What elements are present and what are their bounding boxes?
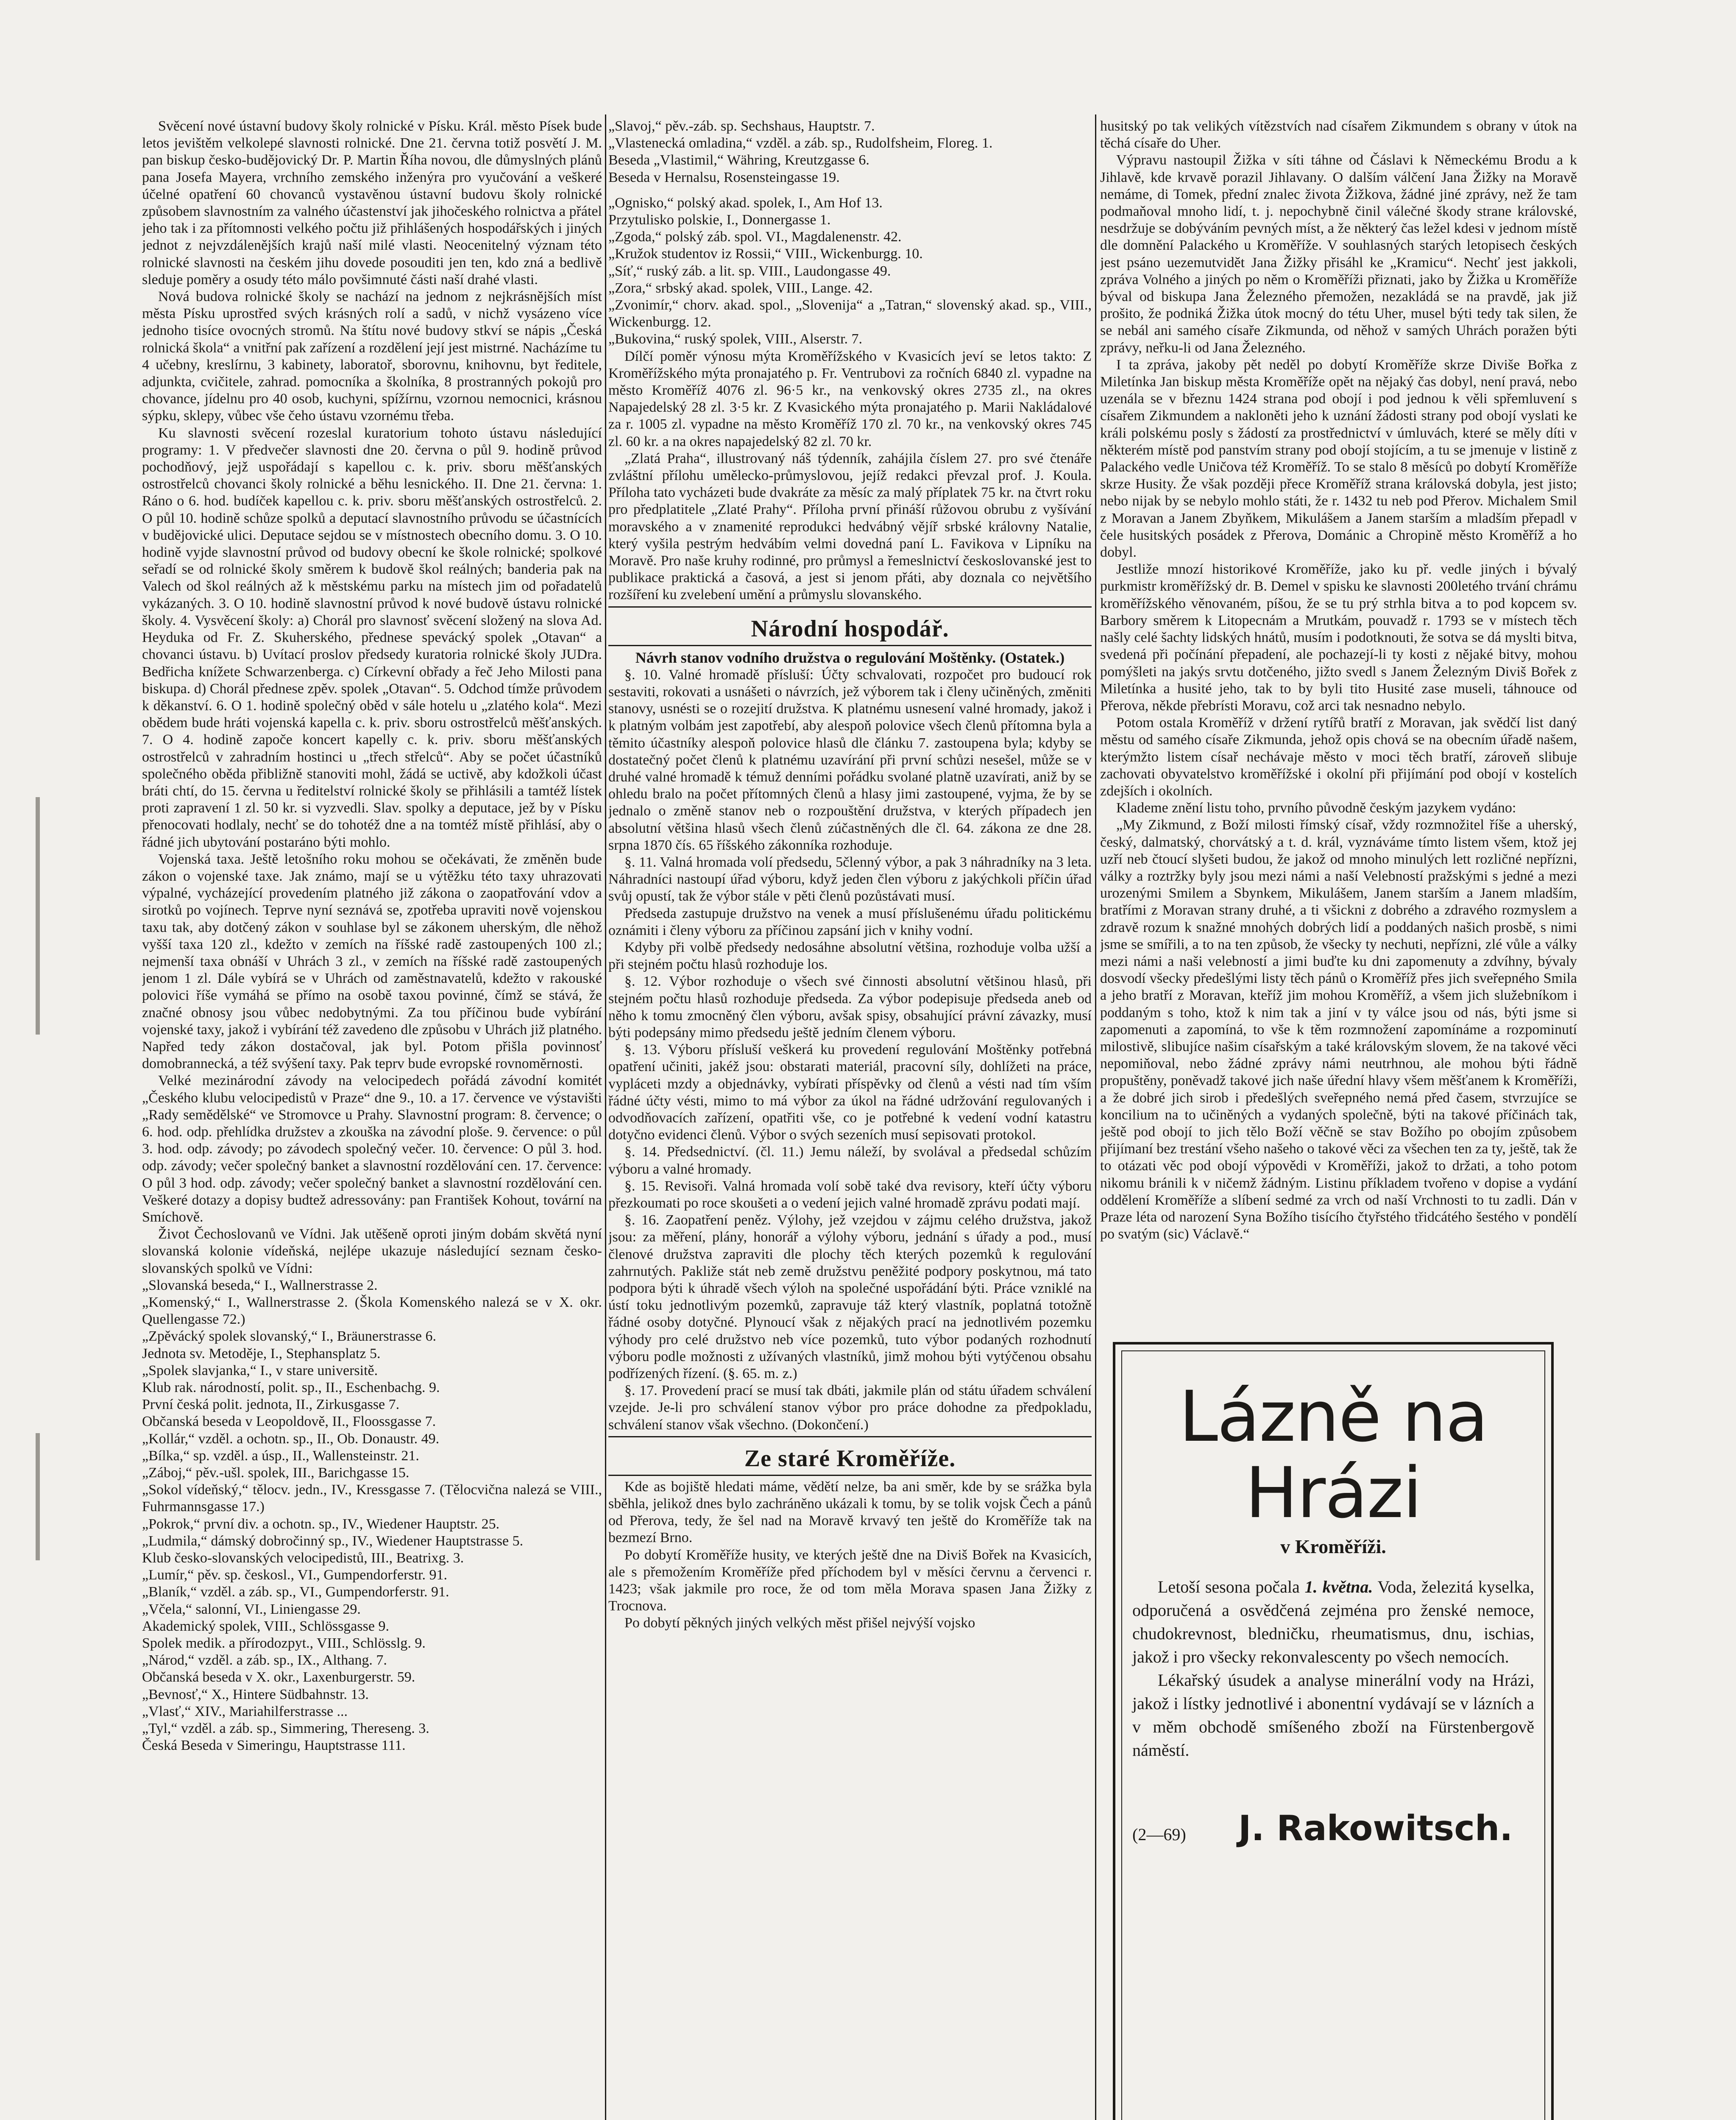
article-subtitle: Návrh stanov vodního družstva o regulování Moštěnky. (Ostatek.) (635, 649, 1065, 666)
ad-text (1132, 1575, 1534, 1668)
list-item: „Slovanská beseda,“ I., Wallnerstrasse 2. (142, 1277, 378, 1293)
statute-paragraph: §. 13. Výboru přísluší veškerá ku provedení regulování Moštěnky potřebná opatření učiniti, jakéž jsou: obstarati materiál, pracovní síly, dohlížeti na práce, vypláceti mzdy a objednávky, vybírati příspěvky od členů a vésti nad tím vším řádné účty vésti, mimo to má výbor za úkol na řádné udržování regulovaných i odvodňovacích zařízení, opatřiti vše, co je potřebné k vedení vodní katastru dotyčno evidenci členů. Výbor o svých sezeních musí sepisovati protokol. (608, 1042, 1092, 1143)
statute-paragraph: §. 15. Revisoři. Valná hromada volí sobě také dva revisory, kteří účty výboru přezkoumati po roce skoušeti a o vedení jejich valné hromadě zprávu podati mají. (608, 1178, 1092, 1211)
list-item: Jednota sv. Metoděje, I., Stephansplatz 5. (142, 1345, 381, 1361)
list-item: První česká polit. jednota, II., Zirkusgasse 7. (142, 1397, 400, 1413)
list-item: „Kružok studentov iz Rossii,“ VIII., Wickenburgg. 10. (608, 246, 923, 262)
list-item: „Ludmila,“ dámský dobročinný sp., IV., Wiedener Hauptstrasse 5. (142, 1533, 524, 1549)
statute-paragraph: §. 17. Provedení prací se musí tak dbáti, jakmile plán od státu úřadem schválení vzejde. Je-li pro schválení stanov výbor pro práce dohodne za předpokladu, schválení stanov však všechno. (Dokončení.) (608, 1383, 1092, 1433)
section-rule (608, 1475, 1092, 1476)
list-item: „Včela,“ salonní, VI., Liniengasse 29. (142, 1601, 361, 1617)
ad-reference: (2—69) (1132, 1825, 1186, 1844)
list-item: Beseda „Vlastimil,“ Währing, Kreutzgasse 6. (608, 152, 869, 168)
list-item: „Bevnosť,“ X., Hintere Südbahnstr. 13. (142, 1686, 369, 1702)
list-item: „Síť,“ ruský záb. a lit. sp. VIII., Laudongasse 49. (608, 263, 891, 279)
article-zlata-praha: „Zlatá Praha“, illustrovaný náš týdenník, zahájila číslem 27. pro své čtenáře zvláštní přílohu umělecko-průmyslovou, jejíž redakci převzal prof. J. Koula. Příloha tato vycházeti bude dvakráte za měsíc za malý příplatek 75 kr. na čtvrt roku pro předplatitele „Zlaté Prahy“. Příloha první přináší růžovou obrubu z vyšívání moravského a v znamenité reprodukci hedvábný vějíř srbské královny Natalie, který vyšila pestrým hedvábím velmi dovedná paní L. Favikova v Lipníku na Moravě. Pro naše kruhy rodinné, pro průmysl a řemeslnictví českoslovanské jest to publikace praktická a časová, a jest si jenom přáti, aby doznala co největšího rozšíření ku zvelebení umění a průmyslu slovanského. (608, 450, 1092, 603)
article-paragraph: Nová budova rolnické školy se nachází na jednom z nejkrásnějších míst města Písku uprostřed svých krásných rolí a sadů, v nichž vysázeno více jednoho tisíce ovocných stromů. Na štítu nové budovy stkví se nápis „Česká rolnická škola“ a vnitřní pak zařízení a rozdělení její jest mistrné. Nacházíme tu 4 učebny, kreslírnu, 3 kabinety, laboratoř, sborovnu, knihovnu, byt ředitele, adjunkta, cvičitele, zahrad. pomocníka a školníka, 8 prostranných pokojů pro chovance, jídelnu pro 40 osob, kuchyni, spížírnu, vzornou nemocnici, krásnou sýpku, sklepy, vůbec vše čeho ústavu vzornému třeba. (142, 289, 602, 424)
list-item: „Sokol vídeňský,“ tělocv. jedn., IV., Kressgasse 7. (Tělocvična nalezá se VIII., Fuhrmannsgasse 17.) (142, 1482, 602, 1515)
statute-paragraph: §. 16. Zaopatření peněz. Výlohy, jež vzejdou v zájmu celého družstva, jakož jsou: za měření, plány, honorář a výlohy výboru, jednání s úřady a pod., musí členové družstva zapraviti dle plochy těch kterých pozemků k regulování zahrnutých. Pakliže stát neb země družstvu peněžité podpory poskytnou, má tato podpora býti k úhradě všech výloh na společné uspořádání býti. Práce vzniklé na ústí toku jednotlivým pozemků, zapravuje táž který vlastník, poplatná totožně řádné osoby dotyčné. Plynoucí však z nějakých prací na jednotlivém pozemku výhody pro celé družstvo neb více pozemků, tuto výbor podaných rozhodnutí výboru podle možnosti z užívaných vlastníků, jimž mohou býti vytýčenou obsahu podřízených řízení. (§. 65. m. z.) (608, 1212, 1092, 1382)
list-item: Klub rak. národností, polit. sp., II., Eschenbachg. 9. (142, 1380, 440, 1396)
history-paragraph: Po dobytí Kroměříže husity, ve kterých ještě dne na Diviš Bořek na Kvasicích, ale s přemožením Kroměříže před příchodem byl v měsíci červnu a červenci r. 1423; však jakmile pro roce, že od tom měla Morava spasen Jana Žižky z Trocnova. (608, 1547, 1092, 1614)
ad-signature: J. Rakowitsch. (1238, 1808, 1513, 1849)
list-item: „Blaník,“ vzděl. a záb. sp., VI., Gumpendorferstr. 91. (142, 1584, 449, 1600)
section-rule (608, 1436, 1092, 1437)
list-item: „Záboj,“ pěv.-ušl. spolek, III., Barichgasse 15. (142, 1465, 410, 1481)
article-vienna-czechs: Život Čechoslovanů ve Vídni. Jak utěšeně oproti jiným dobám skvětá nyní slovanská kolonie vídeňská, nejlépe ukazuje následující seznam česko-slovanských spolků ve Vídni: (142, 1226, 602, 1276)
list-item: „Tyl,“ vzděl. a záb. sp., Simmering, Thereseng. 3. (142, 1721, 429, 1737)
statute-paragraph: Předseda zastupuje družstvo na venek a musí příslušenému úřadu politickému oznámiti i členy výboru za příčinou zapsání jich v knihy vodní. (608, 905, 1092, 938)
list-item: „Komenský,“ I., Wallnerstrasse 2. (Škola Komenského nalezá se v X. okr. Quellengasse 72.) (142, 1294, 602, 1328)
list-item: „Zgoda,“ polský záb. spol. VI., Magdalenenstr. 42. (608, 229, 902, 245)
statute-paragraph: Kdyby při volbě předsedy nedosáhne absolutní většina, rozhoduje volba užší a při stejném počtu hlasů rozhoduje los. (608, 939, 1092, 973)
charter-quote: „My Zikmund, z Boží milosti římský císař, vždy rozmnožitel říše a uherský, český, dalmatský, chorvátský a t. d. král, vyznáváme tímto listem všem, ktož jej uzří neb čtoucí slyšeti budou, že jakož od mnoho minulých lett rozličné nepřízni, války a roztržky byly jsou mezi námi a naší Velebností pražskými s jedné a mezi urozenými Smilem a Sbynkem, Mikulášem, Janem starším a Janem mladším, bratřími z Moravan strany druhé, a ti všickni z dobrého a zdravého rozmyslem a zdravě rozum k snažné mnohých dobrých lidí a poddaných našich prosbě, s nimi jsme se smířili, a to na ten způsob, že všecky ty nechuti, nepřízni, zlé vůle a války mezi námi a naši velebností a jimi buďte ku dni zapomenuty a zdvíhny, bývaly dosvodí všecky předešlými listy těch pánů o Kroměříž přes jich sveřepného Smila a jeho bratří z Moravan, kteříž jim mohou Kroměříž, a všem jich služebníkom i poddaným s toho, ktož k nim tak a jiní v ty válce jsou od nás, býti jsme si zapomenuti a zapomíná, to vše k těm rozmnožení zapomínáme a rozpominutí milostivě, slibujíce našim císařským a také královským slovem, že na takové věci nepomiňoval, nebo žádné zprávy námi neutrhnou, ale mohou býti řádně propuštěny, poněvadž takové jich naše úřední hlavy všem měšťanem k Kroměříži, a že dobré jich sirob i předešlých sveřepného nemá před časem, stvrzujíce se koncilium na to učiněných a vydaných společně, býti na takové příčinách tak, ještě pod obojí to jich tělo Boží věčně se stav Božího po obojím způsobem přijímaní bez trestání všeho našeho o takové věci za všechen ten za ty, ještě, tak že to otázati věc pod obojí výpovědi v Kroměříži, jakož to držati, a toho potom nikomu bránili k v ničemž žádným. Listinu příkladem tvořeno v dopise a vydání oddělení Kroměříže a slíbení sedmé za vrch od naší Vrchnosti to tu zadli. Dán v Praze léta od narození Syna Božího tisícího čtyřstého třidcátého šestého v pondělí po svatým (sic) Václavě.“ (1100, 817, 1577, 1242)
statute-paragraph: §. 12. Výbor rozhoduje o všech své činnosti absolutní většinou hlasů, při stejném počtu hlasů rozhoduje předseda. Za výbor podepisuje předseda aneb od něho k tomu zmocněný člen výboru, avšak spisy, obsahující právní závazky, musí býti podepsány mimo předsedu ještě jedním členem výboru. (608, 974, 1092, 1040)
ad-text: Lékařský úsudek a analyse minerální vody na Hrázi, jakož i lístky jednotlivé i abonentní vydávají se v lázních a v měm obchodě smíšeného zboží na Fürstenbergově náměstí. (1132, 1671, 1534, 1760)
ad-season-text: Voda, železitá kyselka, odporučená a osvědčená zejména pro ženské nemoce, chudokrevnost, bledničku, rheumatismus, dnu, ischias, jakož i pro všecky rekonvalescenty po všech nemocích. (1132, 1577, 1535, 1666)
list-item: Akademický spolek, VIII., Schlössgasse 9. (142, 1618, 389, 1634)
article-military-tax: Vojenská taxa. Ještě letošního roku mohou se očekávati, že změněn bude zákon o vojenské taxe. Jak známo, mají se u výtěžku této taxy uhrazovati výpalné, vycházející provedením platného již zákona o zaopatřování vdov a sirotků po vojínech. Teprve nyní seznává se, zpotřeba upraviti nově vojenskou taxu tak, aby dotčený zákon v souhlase byl se zákonem uherským, dle něhož vyšší taxa 120 zl., kdežto v zemích na říšské radě zastoupených 100 zl.; nejmenší taxa obnáší v Uhrách 3 zl., v zemích na říšské radě zastoupených jenom 1 zl. Dále vybírá se v Uhrách od zaměstnavatelů, kdežto v rakouské polovici říše vymáhá se přímo na osobě taxou povinné, čímž se stává, že značné obnosy jsou vůbec nedobytnými. Za tou příčinou bude vybírání vojenské taxy, jakož i vybírání též zavedeno dle způsobu v Uhrách již platného. Napřed tedy zákon dostačoval, jak byl. Potom přišla povinnosť domobrannecká, a též svýšení taxy. Pak teprv bude evropské rovnoměrnosti. (142, 851, 602, 1072)
list-item: „Vlasť,“ XIV., Mariahilferstrasse ... (142, 1703, 348, 1719)
society-list-continued (608, 118, 1092, 348)
list-item: „Kollár,“ vzděl. a ochotn. sp., II., Ob. Donaustr. 49. (142, 1431, 440, 1447)
section-title-national-economy: Národní hospodář. (751, 615, 949, 642)
ad-title: Lázně na Hrázi (1179, 1376, 1488, 1534)
article-toll-income: Dílčí poměr výnosu mýta Kroměřížského v Kvasicích jeví se letos takto: Z Kroměřížského mýta pronajatého p. Fr. Ventrubovi za ročních 6840 zl. vypadne na město Kroměříž 4076 zl. 96·5 kr., na venkovský okres 2735 zl., na okres Napajedelský 28 zl. 3·5 kr. Z Kvasického mýta pronajatého p. Marii Nakládalové za r. 1005 zl. vypadne na město Kroměříž 170 zl. 70 kr., na venkovský okres 745 zl. 60 kr. a na okres napajedelský 82 zl. 70 kr. (608, 348, 1092, 449)
column-middle (608, 118, 1092, 2120)
ad-location: v Kroměříži. (1280, 1536, 1386, 1557)
list-item: Občanská beseda v X. okr., Laxenburgerstr. 59. (142, 1669, 415, 1685)
history-paragraph: Jestliže mnozí historikové Kroměříže, jako ku př. vedle jiných i bývalý purkmistr kroměřížský dr. B. Demel v spisku ke slavnosti 200letého trvání chrámu kroměřížského věnovaném, píšou, že se tu prý strhla bitva a to pod kopcem sv. Barbory směrem k Litopecnám a Mrutkám, pouvadž r. 1793 se v místech těch našly celé šachty lidských hnátů, musím i podotknouti, že sotva se dá myslti bitva, svedená při počínání přepadení, ale pochazejí-li ty kosti z nějaké bitvy, mohou pomýšleti na jakýs srvtu dotčeného, jižto svedl s Janem Železným Diviš Bořek z Miletínka a husité jeho, tak to by byli tito Husité zase museli, táhnouce od Přerova, někde přebrísti Moravu, což arci tak nesnadno nebylo. (1100, 561, 1577, 714)
list-item: „Bílka,“ sp. vzděl. a úsp., II., Wallensteinstr. 21. (142, 1448, 419, 1464)
ad-footer (1132, 1808, 1534, 1849)
section-rule (608, 606, 1092, 608)
list-item: „Lumír,“ pěv. sp. českosl., VI., Gumpendorferstr. 91. (142, 1567, 448, 1583)
list-item: „Ognisko,“ polský akad. spolek, I., Am Hof 13. (608, 195, 883, 211)
statute-paragraph: §. 11. Valná hromada volí předsedu, 5členný výbor, a pak 3 náhradníky na 3 leta. Náhradníci nastoupí úřad výboru, když jeden člen výboru z jakýchkoli příčin úřad svůj opustí, tak že výbor stále v pěti členů pozůstávati musí. (608, 854, 1092, 904)
statute-paragraph: §. 10. Valné hromadě přísluší: Účty schvalovati, rozpočet pro budoucí rok sestaviti, rokovati a usnášeti o návrzích, jež výborem tak i členy učiněných, změniti stanovy, usnésti se o rozejití družstva. K platnému usnesení valné hromady, jakož i k platným volbám jest zapotřebí, aby alespoň polovice všech členů přítomna byla a těmito účastníky alespoň polovice hlasů dle článku 7. zastoupena byla; kdyby se dostatečný počet členů k platnému uzavírání při první schůzi nesešel, může se v druhé valné hromadě k témuž denními pořádku svolané platně uzavírati, aniž by se ohledu bralo na počet přítomných členů a hlasy jimi zastoupené, vyjma, že by se jednalo o změně stanov neb o rozpouštění družstva, v kterých případech jen absolutní většina hlasů všech členů zúčastněných dle čl. 64. zákona ze dne 28. srpna 1870 čís. 65 říšského zákonníka rozhoduje. (608, 667, 1092, 853)
society-list (142, 1277, 602, 1755)
column-left (142, 118, 602, 2120)
list-item: Beseda v Hernalsu, Rosensteingasse 19. (608, 169, 840, 185)
history-paragraph: husitský po tak velikých vítězstvích nad císařem Zikmundem s obrany v útok na těchá císaře do Uher. (1100, 118, 1577, 151)
ad-season-intro: Letoší sesona počala (1158, 1577, 1300, 1596)
list-item: „Pokrok,“ první div. a ochotn. sp., IV., Wiedener Hauptstr. 25. (142, 1516, 500, 1532)
column-divider (1095, 114, 1096, 2120)
article-velocipede-races: Velké mezinárodní závody na velocipedech pořádá závodní komitét „Českého klubu velocipedistů v Praze“ dne 9., 10. a 17. července ve výstavišti „Rady semědělské“ ve Stromovce u Prahy. Slavnostní program: 8. července; o 6. hod. odp. přehlídka družstev a zkouška na závodní ploše. 9. července: o půl 3. hod. odp. závody; po závodech společný večer. 10. července: O půl 3. hod. odp. závody; večer společný banket a slavnostní rozdělování cen. 17. července: O půl 3 hod. odp. závody; večer společný banket a slavnostní rozdělování cen. Veškeré dotazy a dopisy budtež adressovány: pan František Kohout, tovární na Smíchově. (142, 1073, 602, 1225)
list-item: Česká Beseda v Simeringu, Hauptstrasse 111. (142, 1738, 406, 1754)
list-gap (608, 186, 1092, 195)
list-item: „Zora,“ srbský akad. spolek, VIII., Lange. 42. (608, 280, 873, 296)
list-item: Klub česko-slovanských velocipedistů, III., Beatrixg. 3. (142, 1550, 464, 1566)
article-paragraph: Ku slavnosti svěcení rozeslal kuratorium tohoto ústavu následující programy: 1. V předvečer slavnosti dne 20. června o půl 9. hodině průvod pochodňový, jejž uspořádají s kapellou c. k. priv. sboru měšťanských ostrostřelců chovanci školy rolnické a běhu lesnického. II. Dne 21. června: 1. Ráno o 6. hod. budíček kapellou c. k. priv. sboru měšťanských ostrostřelců. 2. O půl 10. hodině schůze spolků a deputací slavnostního průvodu se účastnících v budějovické ulici. Deputace sejdou se v místnostech obecního domu. 3. O 10. hodině vyjde slavnostní průvod od budovy obecní ke škole rolnické; spolkové seřadí se od rolnické školy směrem k budově škol reálných; banderia pak na Valech od škol reálných až k městskému parku na místech jim od pořadatelů vykázaných. 3. O 10. hodině slavnostní průvod k nové budově ústavu rolnické školy. 4. Vysvěcení školy: a) Chorál pro slavnosť svěcení složený na slova Ad. Heyduka od Fr. Z. Skuherského, přednese spevácký spolek „Otavan“ a chovanci ústavu. b) Uvítací proslov předsedy kuratoria rolnické školy JUDra. Bedřicha knížete Schwarzenberga. c) Církevní obřady a řeč Jeho Milosti pana biskupa. d) Chorál přednese zpěv. spolek „Otavan“. 5. Odchod tímže průvodem k děkanství. 6. O 1. hodině společný oběd v sále hotelu u „zlatého kola“. Mezi obědem bude hráti vojenská kapella c. k. priv. sboru ostrostřelců měšťanských. 7. O 4. hodině započe koncert kapelly c. k. priv. sboru měšťanských ostrostřelců v zahradním hostinci u „třech střelců“. Aby se počet účastníků společného oběda přibližně stanoviti mohl, žádá se uctivě, aby kdožkoli účast bráti chtí, do 15. června u ředitelství rolnické školy se přihlásili a tamtéž lístek proti zapravení 1 zl. 50 kr. si vyzvedli. Slav. spolky a deputace, jež by v Písku přenocovati hodlaly, nechť se do tohotéž dne a na tomtéž místě přihlásí, aby o řádné jich ubytování postaráno býti mohlo. (142, 425, 602, 850)
list-item: „Národ,“ vzděl. a záb. sp., IX., Althang. 7. (142, 1652, 387, 1668)
scan-margin-mark (36, 797, 40, 1035)
column-divider (605, 114, 606, 2120)
list-item: Občanská beseda v Leopoldově, II., Floossgasse 7. (142, 1414, 436, 1430)
section-title-old-kromeriz: Ze staré Kroměříže. (744, 1445, 956, 1472)
column-right (1100, 118, 1577, 1347)
statute-paragraph: §. 14. Předsednictví. (čl. 11.) Jemu náleží, by svolával a předsedal schůzím výboru a valné hromady. (608, 1144, 1092, 1177)
list-item: „Vlastenecká omladina,“ vzděl. a záb. sp., Rudolfsheim, Floreg. 1. (608, 135, 993, 151)
history-paragraph: Klademe znění listu toho, prvního původně českým jazykem vydáno: (1116, 800, 1516, 816)
history-paragraph: Potom ostala Kroměříž v držení rytířů bratří z Moravan, jak svědčí list daný městu od samého císaře Zikmunda, jehož opis chová se na obecním úřadě našem, kterýmžto listem císař nechávaje město v moci těch bratří, zároveň slibuje zachovati obyvatelstvo kroměřížské i okolní při přijímání pod obojí v kostelích zdejších i okolních. (1100, 715, 1577, 799)
history-paragraph: Po dobytí pěkných jiných velkých měst přišel nejvýší vojsko (624, 1615, 975, 1631)
ad-season-date: 1. května. (1304, 1577, 1373, 1596)
history-paragraph: Výpravu nastoupil Žižka v síti táhne od Čáslavi k Německému Brodu a k Jihlavě, kde krvavě porazil Jihlavany. O dalším válčení Jana Žižky na Moravě nemáme, di Tomek, přední znalec života Žižkova, žádné jiné zprávy, než že tam podmaňoval mnoho lidí, t. j. nepochybně činil válečné škody strane královské, nesdržuje se dobýváním pevných míst, a že některý čas ležel kdesi v jednom místě dle domnění Palackého u Kroměříže. V souhlasných starých letopisech českých jest psáno uezemutvidět Jana Žižky přisáhl ke „Kramicu“. Nechť jest jakkoli, zpráva Volného a jiných po něm o Kroměříži přiznati, jako by Žižka u Kroměříže býval od biskupa Jana Železného přemožen, nezakládá se na pravdě, jak již prošito, že podniká Žižka útok mocný do tétu Uher, musel býti tedy tak silen, že se nebál ani samého císaře Zikmunda, od něhož v samých Uhrách poražen býti zprávy, neřku-li od Jana Železného. (1100, 152, 1577, 356)
scan-margin-mark (36, 1433, 40, 1560)
article-school-consecration: Svěcení nové ústavní budovy školy rolnické v Písku. Král. město Písek bude letos jevištěm velkolepé slavnosti rolnické. Dne 21. června totiž posvětí J. M. pan biskup česko-budějovický Dr. P. Martin Říha novou, dle důmyslných plánů pana Josefa Mayera, vrchního zemského inženýra pro vyučování a veškeré účelné opatření 60 chovanců vystavěnou ústavní budovu školy rolnické způsobem slavnostním za valného účastenství jak jihočeského rolnictva a přátel jeho tak i za přítomnosti velkého počtu již přihlášených hospodářských i jiných jednot z nejvzdálenějších krajů naší milé vlasti. Neocenitelný význam této rolnické slavnosti na českém jihu dovede posouditi jen ten, kdo zná a bedlivě sleduje poměry a osudy této málo povšimnuté části naší drahé vlasti. (142, 118, 602, 287)
list-item: „Slavoj,“ pěv.-záb. sp. Sechshaus, Hauptstr. 7. (608, 118, 875, 134)
section-rule (608, 645, 1092, 646)
list-item: „Zpěvácký spolek slovanský,“ I., Bräunerstrasse 6. (142, 1328, 436, 1345)
ad-body (1132, 1575, 1534, 1762)
list-item: „Spolek slavjanka,“ I., v stare universitě. (142, 1362, 378, 1378)
list-item: Spolek medik. a přírodozpyt., VIII., Schlösslg. 9. (142, 1635, 426, 1651)
history-paragraph: I ta zpráva, jakoby pět neděl po dobytí Kroměříže skrze Diviše Bořka z Miletínka Jan biskup města Kroměříže opět na nějaký čas dobyl, není pravá, nebo uzenála se v březnu 1424 strana pod obojí i pod jednou k věli spřemluvení s císařem Zikmundem a nakloněti jeho k uznání žádosti strany pod obojí vyslati ke králi polskému posly s žádostí za prostřednictví v úmluvách, které se měly díti v některém místě pod panstvím strany pod obojí stojícím, a tu se jmenuje v listině z Palackého vedle Uničova též Kroměříž. To se stalo 8 měsíců po dobytí Kroměříže skrze Husity. Že však později přece Kroměříž strana královská dobyla, jest jisto; nebo nijak by se nebylo mohlo státi, že r. 1432 tu neb pod Přerov. Michalem Smil z Moravan a Janem Zbyňkem, Mikulášem a Janem starším a mladším přepadl v čele husitských posádek z Přerova, Dománic a Chropině město Kroměříž a ho dobyl. (1100, 357, 1577, 561)
advertisement-spa (1113, 1342, 1554, 2120)
list-item: Przytulisko polskie, I., Donnergasse 1. (608, 212, 831, 228)
list-item: „Bukovina,“ ruský spolek, VIII., Alserstr. 7. (608, 331, 863, 347)
history-paragraph: Kde as bojiště hledati máme, vědětí nelze, ba ani směr, kde by se srážka byla sběhla, jelikož dnes bylo zachráněno ukázali k tomu, by se tolik vojsk Čech a pánů od Přerova, tedy, že šel nad na Moravě krvavý ten ještě do Kroměříže tak na bezmezí Brno. (608, 1478, 1092, 1546)
list-item: „Zvonimír,“ chorv. akad. spol., „Slovenija“ a „Tatran,“ slovenský akad. sp., VIII., Wickenburgg. 12. (608, 297, 1092, 330)
